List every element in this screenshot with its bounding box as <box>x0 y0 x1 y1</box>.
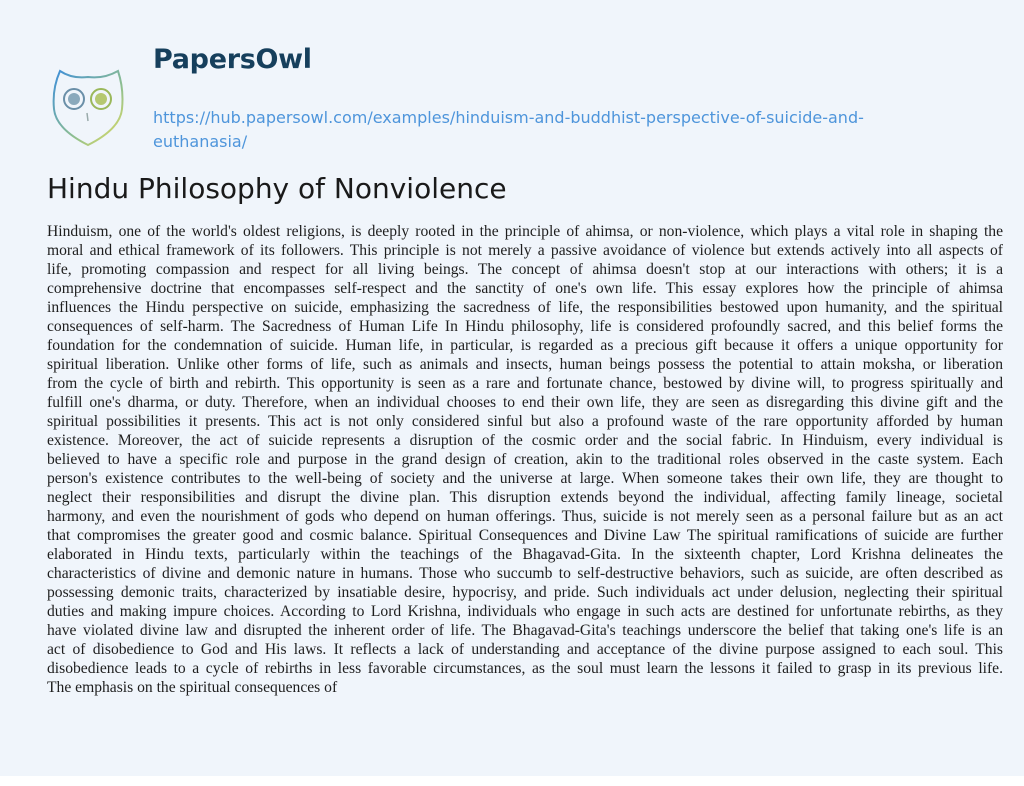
page-title: Hindu Philosophy of Nonviolence <box>47 172 507 205</box>
essay-body <box>47 222 1003 697</box>
url-line: https://hub.papersowl.com/examples/hinduism-and-buddhist-perspective-of-suicide-and- <box>153 108 864 127</box>
source-url-link[interactable] <box>153 106 913 154</box>
body-text-line: spiritual possibilities it presents. This act is not only considered sinful but also a profound waste of the rare opportunity afforded by human <box>47 413 1003 430</box>
body-text-line: Hinduism, one of the world's oldest religions, is deeply rooted in the principle of ahimsa, or non-violence, which plays a vital role in shaping the <box>47 223 1003 240</box>
body-text-line: believed to have a specific role and purpose in the grand design of creation, akin to the traditional roles observed in the caste system. Each <box>47 451 1003 468</box>
body-text-line: act of disobedience to God and His laws. It reflects a lack of understanding and acceptance of the divine purpose assigned to each soul. This <box>47 641 1003 658</box>
body-text-line: moral and ethical framework of its followers. This principle is not merely a passive avoidance of violence but extends actively into all aspects of <box>47 242 1003 259</box>
body-text-line: from the cycle of birth and rebirth. This opportunity is seen as a rare and fortunate chance, bestowed by divine will, to progress spiritually and <box>47 375 1003 392</box>
body-text-line: comprehensive doctrine that encompasses self-respect and the sanctity of one's own life. This essay explores how the principle of ahimsa <box>47 280 1003 297</box>
body-text-line: neglect their responsibilities and disrupt the divine plan. This disruption extends beyond the individual, affecting family lineage, societal <box>47 489 1003 506</box>
body-text-line: harmony, and even the nourishment of gods who depend on human offerings. Thus, suicide is not merely seen as a personal failure but as an act <box>47 508 1003 525</box>
owl-logo-icon <box>50 67 126 147</box>
body-text-line: influences the Hindu perspective on suicide, emphasizing the sacredness of life, the responsibilities bestowed upon humanity, and the spiritual <box>47 299 1003 316</box>
body-text-line: that compromises the greater good and cosmic balance. Spiritual Consequences and Divine Law The spiritual ramifications of suicide are further <box>47 527 1003 544</box>
body-text-line: elaborated in Hindu texts, particularly within the teachings of the Bhagavad-Gita. In the sixteenth chapter, Lord Krishna delineates the <box>47 546 1003 563</box>
body-text-line: spiritual liberation. Unlike other forms of life, such as animals and insects, human beings possess the potential to attain moksha, or liberation <box>47 356 1003 373</box>
body-text-line: life, promoting compassion and respect for all living beings. The concept of ahimsa doesn't stop at our interactions with others; it is a <box>47 261 1003 278</box>
body-text-line: foundation for the condemnation of suicide. Human life, in particular, is regarded as a precious gift because it offers a unique opportunity for <box>47 337 1003 354</box>
body-text-line: characteristics of divine and demonic nature in humans. Those who succumb to self-destructive behaviors, such as suicide, are often described as <box>47 565 1003 582</box>
body-text-line: The emphasis on the spiritual consequences of <box>47 679 338 696</box>
body-text-line: have violated divine law and disrupted the inherent order of life. The Bhagavad-Gita's teachings underscore the belief that taking one's life is an <box>47 622 1003 639</box>
body-text-line: existence. Moreover, the act of suicide represents a disruption of the cosmic order and the social fabric. In Hinduism, every individual is <box>47 432 1003 449</box>
body-text-line: fulfill one's dharma, or duty. Therefore, when an individual chooses to end their own life, they are seen as disregarding this divine gift and the <box>47 394 1003 411</box>
brand-name: PapersOwl <box>153 44 312 75</box>
body-text-line: possessing demonic traits, characterized by insatiable desire, hypocrisy, and pride. Such individuals act under delusion, neglecting their spiritual <box>47 584 1003 601</box>
url-line: euthanasia/ <box>153 132 248 151</box>
body-text-line: duties and making impure choices. According to Lord Krishna, individuals who engage in such acts are destined for unfortunate rebirths, as they <box>47 603 1003 620</box>
body-text-line: disobedience leads to a cycle of rebirths in less favorable circumstances, as the soul must learn the lessons it failed to grasp in its previous life. <box>47 660 1003 677</box>
body-text-line: consequences of self-harm. The Sacredness of Human Life In Hindu philosophy, life is considered profoundly sacred, and this belief forms the <box>47 318 1003 335</box>
body-text-line: person's existence contributes to the well-being of society and the universe at large. When someone takes their own life, they are thought to <box>47 470 1003 487</box>
